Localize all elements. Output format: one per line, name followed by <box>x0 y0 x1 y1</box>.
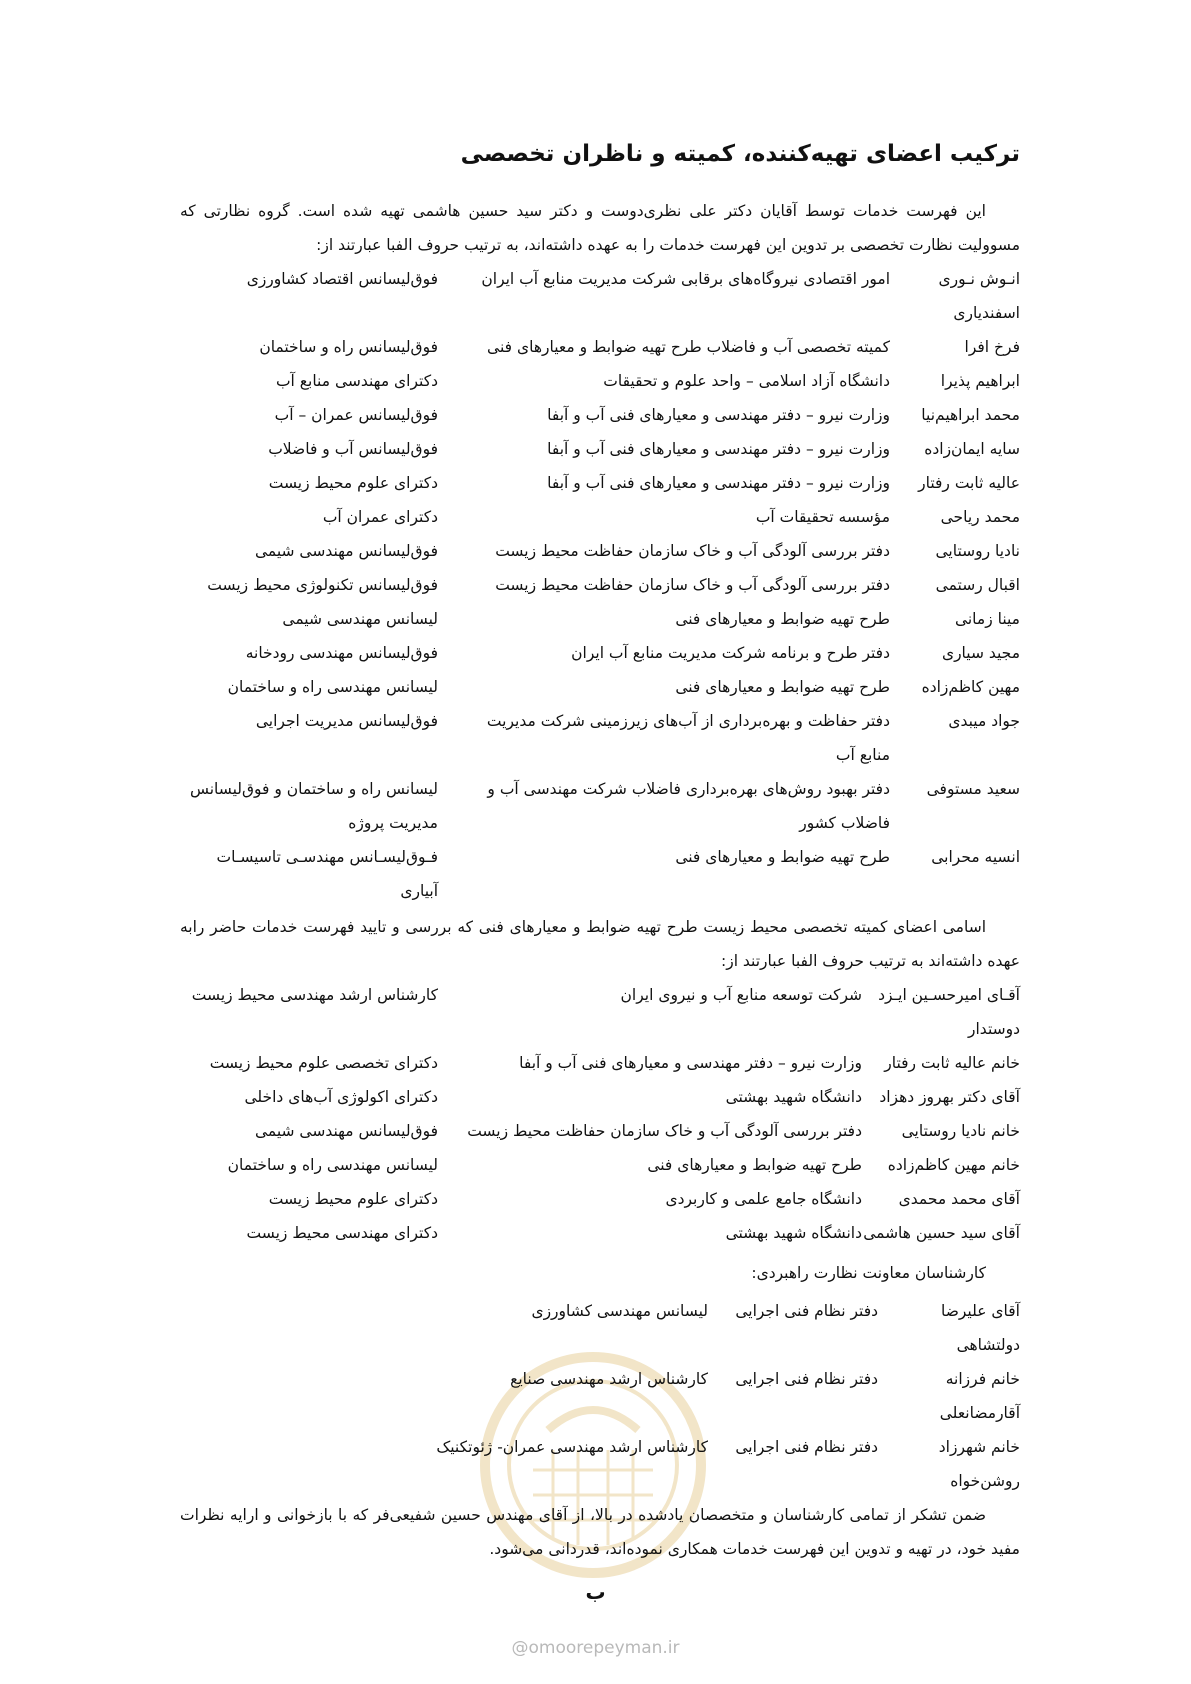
table-row <box>180 398 1020 432</box>
member-degree: لیسانس راه و ساختمان و فوق‌لیسانس مدیریت پروژه <box>189 779 438 832</box>
member-organization: دفتر بررسی آلودگی آب و خاک سازمان حفاظت محیط زیست <box>495 575 890 594</box>
member-organization: دفتر طرح و برنامه شرکت مدیریت منابع آب ایران <box>571 643 890 662</box>
table-row <box>180 534 1020 568</box>
member-organization: وزارت نیرو – دفتر مهندسی و معیارهای فنی آب و آبفا <box>547 405 890 424</box>
member-degree: فوق‌لیسانس اقتصاد کشاورزی <box>246 269 438 288</box>
member-degree: دکترای مهندسی محیط زیست <box>246 1223 438 1242</box>
table-row <box>180 364 1020 398</box>
member-name: ابراهیم پذیرا <box>940 371 1020 390</box>
table-row <box>180 1430 1020 1498</box>
member-name: نادیا روستایی <box>935 541 1020 560</box>
table-row <box>180 704 1020 772</box>
member-degree: دکترای تخصصی علوم محیط زیست <box>209 1053 438 1072</box>
member-organization: وزارت نیرو – دفتر مهندسی و معیارهای فنی آب و آبفا <box>547 439 890 458</box>
member-name: سعید مستوفی <box>926 779 1020 798</box>
member-degree: لیسانس مهندسی راه و ساختمان <box>227 1155 438 1174</box>
member-organization: دفتر بررسی آلودگی آب و خاک سازمان حفاظت محیط زیست <box>495 541 890 560</box>
table-row <box>180 1362 1020 1430</box>
member-name: خانم مهین کاظم‌زاده <box>887 1155 1020 1174</box>
member-name: اقبال رستمی <box>935 575 1020 594</box>
member-organization: طرح تهیه ضوابط و معیارهای فنی <box>675 609 890 628</box>
table-row <box>180 1114 1020 1148</box>
member-organization: امور اقتصادی نیروگاه‌های برقابی شرکت مدیریت منابع آب ایران <box>481 269 890 288</box>
member-name: سایه ایمان‌زاده <box>924 439 1020 458</box>
table-row <box>180 978 1020 1046</box>
member-degree: فوق‌لیسانس مهندسی شیمی <box>254 541 438 560</box>
table-row <box>180 1080 1020 1114</box>
member-degree: فوق‌لیسانس راه و ساختمان <box>259 337 438 356</box>
member-name: مجید سیاری <box>941 643 1020 662</box>
member-organization: طرح تهیه ضوابط و معیارهای فنی <box>675 677 890 696</box>
member-degree: فوق‌لیسانس مهندسی شیمی <box>254 1121 438 1140</box>
table-row <box>180 432 1020 466</box>
table-row <box>180 262 1020 330</box>
member-organization: دفتر بررسی آلودگی آب و خاک سازمان حفاظت محیط زیست <box>467 1121 862 1140</box>
table-row <box>180 1182 1020 1216</box>
table-row <box>180 1294 1020 1362</box>
member-organization: کمیته تخصصی آب و فاضلاب طرح تهیه ضوابط و معیارهای فنی <box>487 337 890 356</box>
member-degree: فوق‌لیسانس مدیریت اجرایی <box>255 711 438 730</box>
experts-intro: کارشناسان معاونت نظارت راهبردی: <box>751 1263 986 1282</box>
member-degree: فوق‌لیسانس مهندسی رودخانه <box>245 643 438 662</box>
thanks-paragraph: ضمن تشکر از تمامی کارشناسان و متخصصان یادشده در بالا، از آقای مهندس حسین شفیعی‌فر که با بازخوانی و ارایه نظرات مفید خود، در تهیه و تدوین این فهرست خدمات همکاری نموده‌اند، قدردانی می‌شود. <box>180 1505 1020 1558</box>
member-degree: کارشناس ارشد مهندسی محیط زیست <box>191 985 438 1004</box>
member-organization: مؤسسه تحقیقات آب <box>755 507 890 526</box>
member-organization: طرح تهیه ضوابط و معیارهای فنی <box>675 847 890 866</box>
member-degree: دکترای مهندسی منابع آب <box>275 371 438 390</box>
member-organization: دفتر نظام فنی اجرایی <box>735 1301 878 1320</box>
member-name: جواد میبدی <box>948 711 1020 730</box>
member-name: محمد ریاحی <box>940 507 1020 526</box>
member-name: فرخ افرا <box>964 337 1020 356</box>
table-row <box>180 466 1020 500</box>
member-degree: دکترای اکولوژی آب‌های داخلی <box>244 1087 438 1106</box>
member-organization: دفتر نظام فنی اجرایی <box>735 1369 878 1388</box>
member-organization: دانشگاه آزاد اسلامی – واحد علوم و تحقیقات <box>603 371 890 390</box>
member-name: خانم عالیه ثابت رفتار <box>884 1053 1020 1072</box>
member-name: خانم نادیا روستایی <box>901 1121 1020 1140</box>
member-organization: وزارت نیرو – دفتر مهندسی و معیارهای فنی آب و آبفا <box>547 473 890 492</box>
member-name: خانم فرزانه آقارمضانعلی <box>939 1369 1020 1422</box>
member-name: آقای سید حسین هاشمی <box>863 1223 1020 1242</box>
member-degree: دکترای عمران آب <box>322 507 438 526</box>
table-row <box>180 1216 1020 1250</box>
member-organization: دانشگاه جامع علمی و کاربردی <box>665 1189 862 1208</box>
table-row <box>180 1148 1020 1182</box>
member-degree: لیسانس مهندسی راه و ساختمان <box>227 677 438 696</box>
supervisors-table <box>180 262 1020 908</box>
member-organization: دفتر حفاظت و بهره‌برداری از آب‌های زیرزمینی شرکت مدیریت منابع آب <box>486 711 890 764</box>
committee-table <box>180 978 1020 1250</box>
member-name: آقـای امیرحسـین ایـزد دوستدار <box>878 985 1020 1038</box>
member-organization: طرح تهیه ضوابط و معیارهای فنی <box>647 1155 862 1174</box>
footer-url: @omoorepeyman.ir <box>511 1638 680 1658</box>
member-name: مینا زمانی <box>954 609 1020 628</box>
table-row <box>180 602 1020 636</box>
member-degree: کارشناس ارشد مهندسی صنایع <box>510 1369 708 1388</box>
table-row <box>180 1046 1020 1080</box>
table-row <box>180 840 1020 908</box>
member-degree: فوق‌لیسانس آب و فاضلاب <box>268 439 438 458</box>
member-organization: دانشگاه شهید بهشتی <box>725 1223 862 1242</box>
member-degree: لیسانس مهندسی کشاورزی <box>531 1301 708 1320</box>
member-organization: دفتر بهبود روش‌های بهره‌برداری فاضلاب شرکت مهندسی آب و فاضلاب کشور <box>487 779 890 832</box>
member-degree: فوق‌لیسانس عمران – آب <box>274 405 438 424</box>
member-name: آقای محمد محمدی <box>898 1189 1020 1208</box>
table-row <box>180 330 1020 364</box>
member-name: انسیه محرابی <box>931 847 1020 866</box>
member-organization: دانشگاه شهید بهشتی <box>725 1087 862 1106</box>
table-row <box>180 568 1020 602</box>
member-name: محمد ابراهیم‌نیا <box>921 405 1020 424</box>
table-row <box>180 772 1020 840</box>
member-degree: فـوق‌لیسـانس مهندسـی تاسیسـات آبیاری <box>216 847 438 900</box>
member-name: خانم شهرزاد روشن‌خواه <box>938 1437 1020 1490</box>
member-degree: دکترای علوم محیط زیست <box>268 1189 438 1208</box>
table-row <box>180 636 1020 670</box>
member-degree: فوق‌لیسانس تکنولوژی محیط زیست <box>207 575 438 594</box>
page-number: ب <box>585 1580 606 1604</box>
document-page <box>180 140 1020 1566</box>
member-degree: دکترای علوم محیط زیست <box>268 473 438 492</box>
member-name: انـوش نـوری اسفندیاری <box>938 269 1020 322</box>
member-name: آقای علیرضا دولتشاهی <box>941 1301 1020 1354</box>
member-organization: دفتر نظام فنی اجرایی <box>735 1437 878 1456</box>
intro-paragraph: این فهرست خدمات توسط آقایان دکتر علی نظری‌دوست و دکتر سید حسین هاشمی تهیه شده است. گروه نظارتی که مسوولیت نظارت تخصصی بر تدوین این فهرست خدمات را به عهده داشته‌اند، به ترتیب حروف الفبا عبارتند از: <box>180 201 1020 254</box>
member-name: مهین کاظم‌زاده <box>921 677 1020 696</box>
member-organization: وزارت نیرو – دفتر مهندسی و معیارهای فنی آب و آبفا <box>519 1053 862 1072</box>
experts-table <box>180 1294 1020 1498</box>
table-row <box>180 670 1020 704</box>
member-name: آقای دکتر بهروز دهزاد <box>879 1087 1020 1106</box>
member-name: عالیه ثابت رفتار <box>918 473 1020 492</box>
member-degree: کارشناس ارشد مهندسی عمران- ژئوتکنیک <box>436 1437 708 1456</box>
member-organization: شرکت توسعه منابع آب و نیروی ایران <box>620 985 862 1004</box>
committee-intro-paragraph: اسامی اعضای کمیته تخصصی محیط زیست طرح تهیه ضوابط و معیارهای فنی که بررسی و تایید فهرست خدمات حاضر رابه عهده داشته‌اند به ترتیب حروف الفبا عبارتند از: <box>180 917 1020 970</box>
page-title: ترکیب اعضای تهیه‌کننده، کمیته و ناظران تخصصی <box>460 141 1020 167</box>
member-degree: لیسانس مهندسی شیمی <box>282 609 438 628</box>
table-row <box>180 500 1020 534</box>
